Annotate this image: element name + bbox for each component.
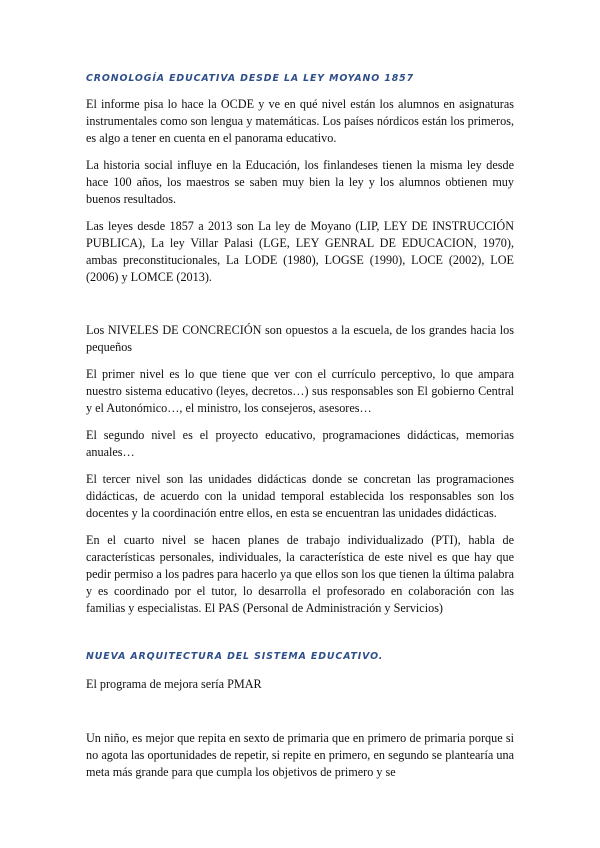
paragraph-pmar: El programa de mejora sería PMAR [86,677,262,691]
paragraph-fourth-level: En el cuarto nivel se hacen planes de trabajo individualizado (PTI), habla de características personales, individuales, la característica de este nivel es que hay que pedir permiso a los padres para hacerlo ya que ellos son los que tienen la última palabra y es coordinado por el tutor, lo desarrolla el profesorado en colaboración con las familias y especialistas. El PAS (Personal de Administración y Servicios) [86,533,514,615]
paragraph-pisa-report: El informe pisa lo hace la OCDE y ve en qué nivel están los alumnos en asignaturas instrumentales como son lengua y matemáticas. Los países nórdicos están los primeros, es algo a tener en cuenta en el panorama educativo. [86,97,514,145]
paragraph-repetition: Un niño, es mejor que repita en sexto de primaria que en primero de primaria porque si no agota las oportunidades de repetir, si repite en primero, en segundo se plantearía una meta más grande para que cumpla los objetivos de primero y se [86,731,514,779]
section-heading-architecture: NUEVA ARQUITECTURA DEL SISTEMA EDUCATIVO. [86,651,384,662]
paragraph-second-level: El segundo nivel es el proyecto educativo, programaciones didácticas, memorias anuales… [86,428,514,459]
paragraph-levels-intro: Los NIVELES DE CONCRECIÓN son opuestos a la escuela, de los grandes hacia los pequeños [86,323,514,354]
paragraph-social-history: La historia social influye en la Educación, los finlandeses tienen la misma ley desde hace 100 años, los maestros se saben muy bien la ley y los alumnos obtienen muy buenos resultados. [86,158,514,206]
section-heading-chronology: CRONOLOGÍA EDUCATIVA DESDE LA LEY MOYANO 1857 [86,73,414,84]
paragraph-first-level: El primer nivel es lo que tiene que ver con el currículo perceptivo, lo que ampara nuestro sistema educativo (leyes, decretos…) sus responsables son El gobierno Central y el Autonómico…, el ministro, los consejeros, asesores… [86,367,514,415]
document-page [86,70,514,781]
paragraph-laws: Las leyes desde 1857 a 2013 son La ley de Moyano (LIP, LEY DE INSTRUCCIÓN PUBLICA), La ley Villar Palasi (LGE, LEY GENRAL DE EDUCACION, 1970), ambas preconstitucionales, La LODE (1980), LOGSE (1990), LOCE (2002), LOE (2006) y LOMCE (2013). [86,219,514,284]
paragraph-third-level: El tercer nivel son las unidades didácticas donde se concretan las programaciones didácticas, de acuerdo con la unidad temporal establecida los responsables son los docentes y la coordinación entre ellos, en esta se encuentran las unidades didácticas. [86,472,514,520]
